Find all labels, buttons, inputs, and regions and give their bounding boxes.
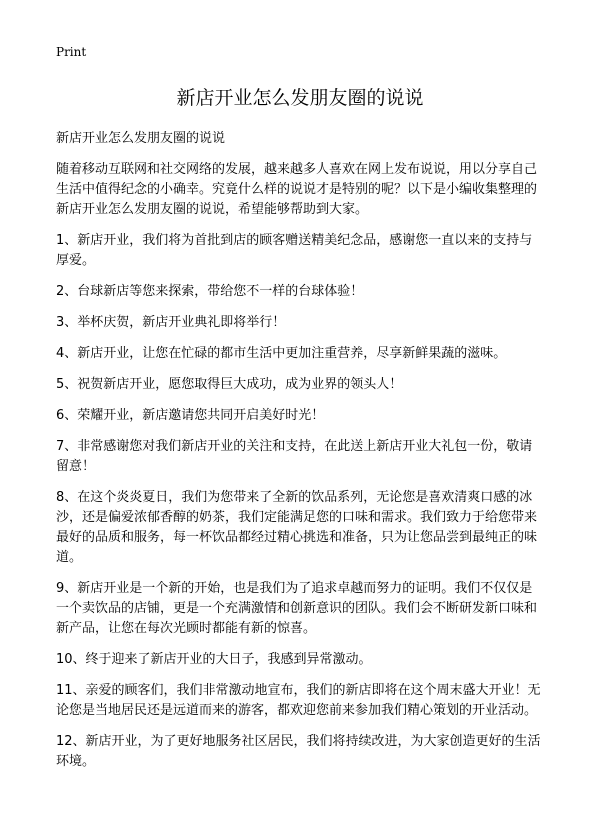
message-item: 5、祝贺新店开业，愿您取得巨大成功，成为业界的领头人！ (56, 377, 403, 392)
message-item: 10、终于迎来了新店开业的大日子，我感到异常激动。 (56, 652, 372, 667)
article-title: 新店开业怎么发朋友圈的说说 (176, 87, 424, 109)
message-item: 8、在这个炎炎夏日，我们为您带来了全新的饮品系列，无论您是喜欢清爽口感的冰沙，还是偏爱浓郁香醇的奶茶，我们定能满足您的口味和需求。我们致力于给您带来最好的品质和服务，每一杯饮品都经过精心挑选和准备，只为让您品尝到最纯正的味道。 (56, 490, 538, 565)
article-intro: 随着移动互联网和社交网络的发展，越来越多人喜欢在网上发布说说，用以分享自己生活中值得纪念的小确幸。究竟什么样的说说才是特别的呢？以下是小编收集整理的新店开业怎么发朋友圈的说说，希望能够帮助到大家。 (56, 162, 538, 217)
message-item: 3、举杯庆贺，新店开业典礼即将举行！ (56, 315, 286, 330)
message-item: 1、新店开业，我们将为首批到店的顾客赠送精美纪念品，感谢您一直以来的支持与厚爱。 (56, 233, 533, 268)
message-item: 2、台球新店等您来探索，带给您不一样的台球体验！ (56, 284, 364, 299)
message-item: 12、新店开业，为了更好地服务社区居民，我们将持续改进，为大家创造更好的生活环境。 (56, 734, 541, 769)
print-link[interactable]: Print (56, 45, 87, 59)
message-item: 6、荣耀开业，新店邀请您共同开启美好时光！ (56, 408, 325, 423)
message-item: 7、非常感谢您对我们新店开业的关注和支持，在此送上新店开业大礼包一份，敬请留意！ (56, 439, 533, 474)
message-item: 9、新店开业是一个新的开始，也是我们为了追求卓越而努力的证明。我们不仅仅是一个卖饮品的店铺，更是一个充满激情和创新意识的团队。我们会不断研发新口味和新产品，让您在每次光顾时都能有新的惊喜。 (56, 581, 538, 636)
article-subtitle: 新店开业怎么发朋友圈的说说 (56, 131, 226, 146)
message-list (56, 231, 544, 772)
message-item: 4、新店开业，让您在忙碌的都市生活中更加注重营养，尽享新鲜果蔬的滋味。 (56, 346, 507, 361)
message-item: 11、亲爱的顾客们，我们非常激动地宣布，我们的新店即将在这个周末盛大开业！无论您是当地居民还是远道而来的游客，都欢迎您前来参加我们精心策划的开业活动。 (56, 683, 541, 718)
